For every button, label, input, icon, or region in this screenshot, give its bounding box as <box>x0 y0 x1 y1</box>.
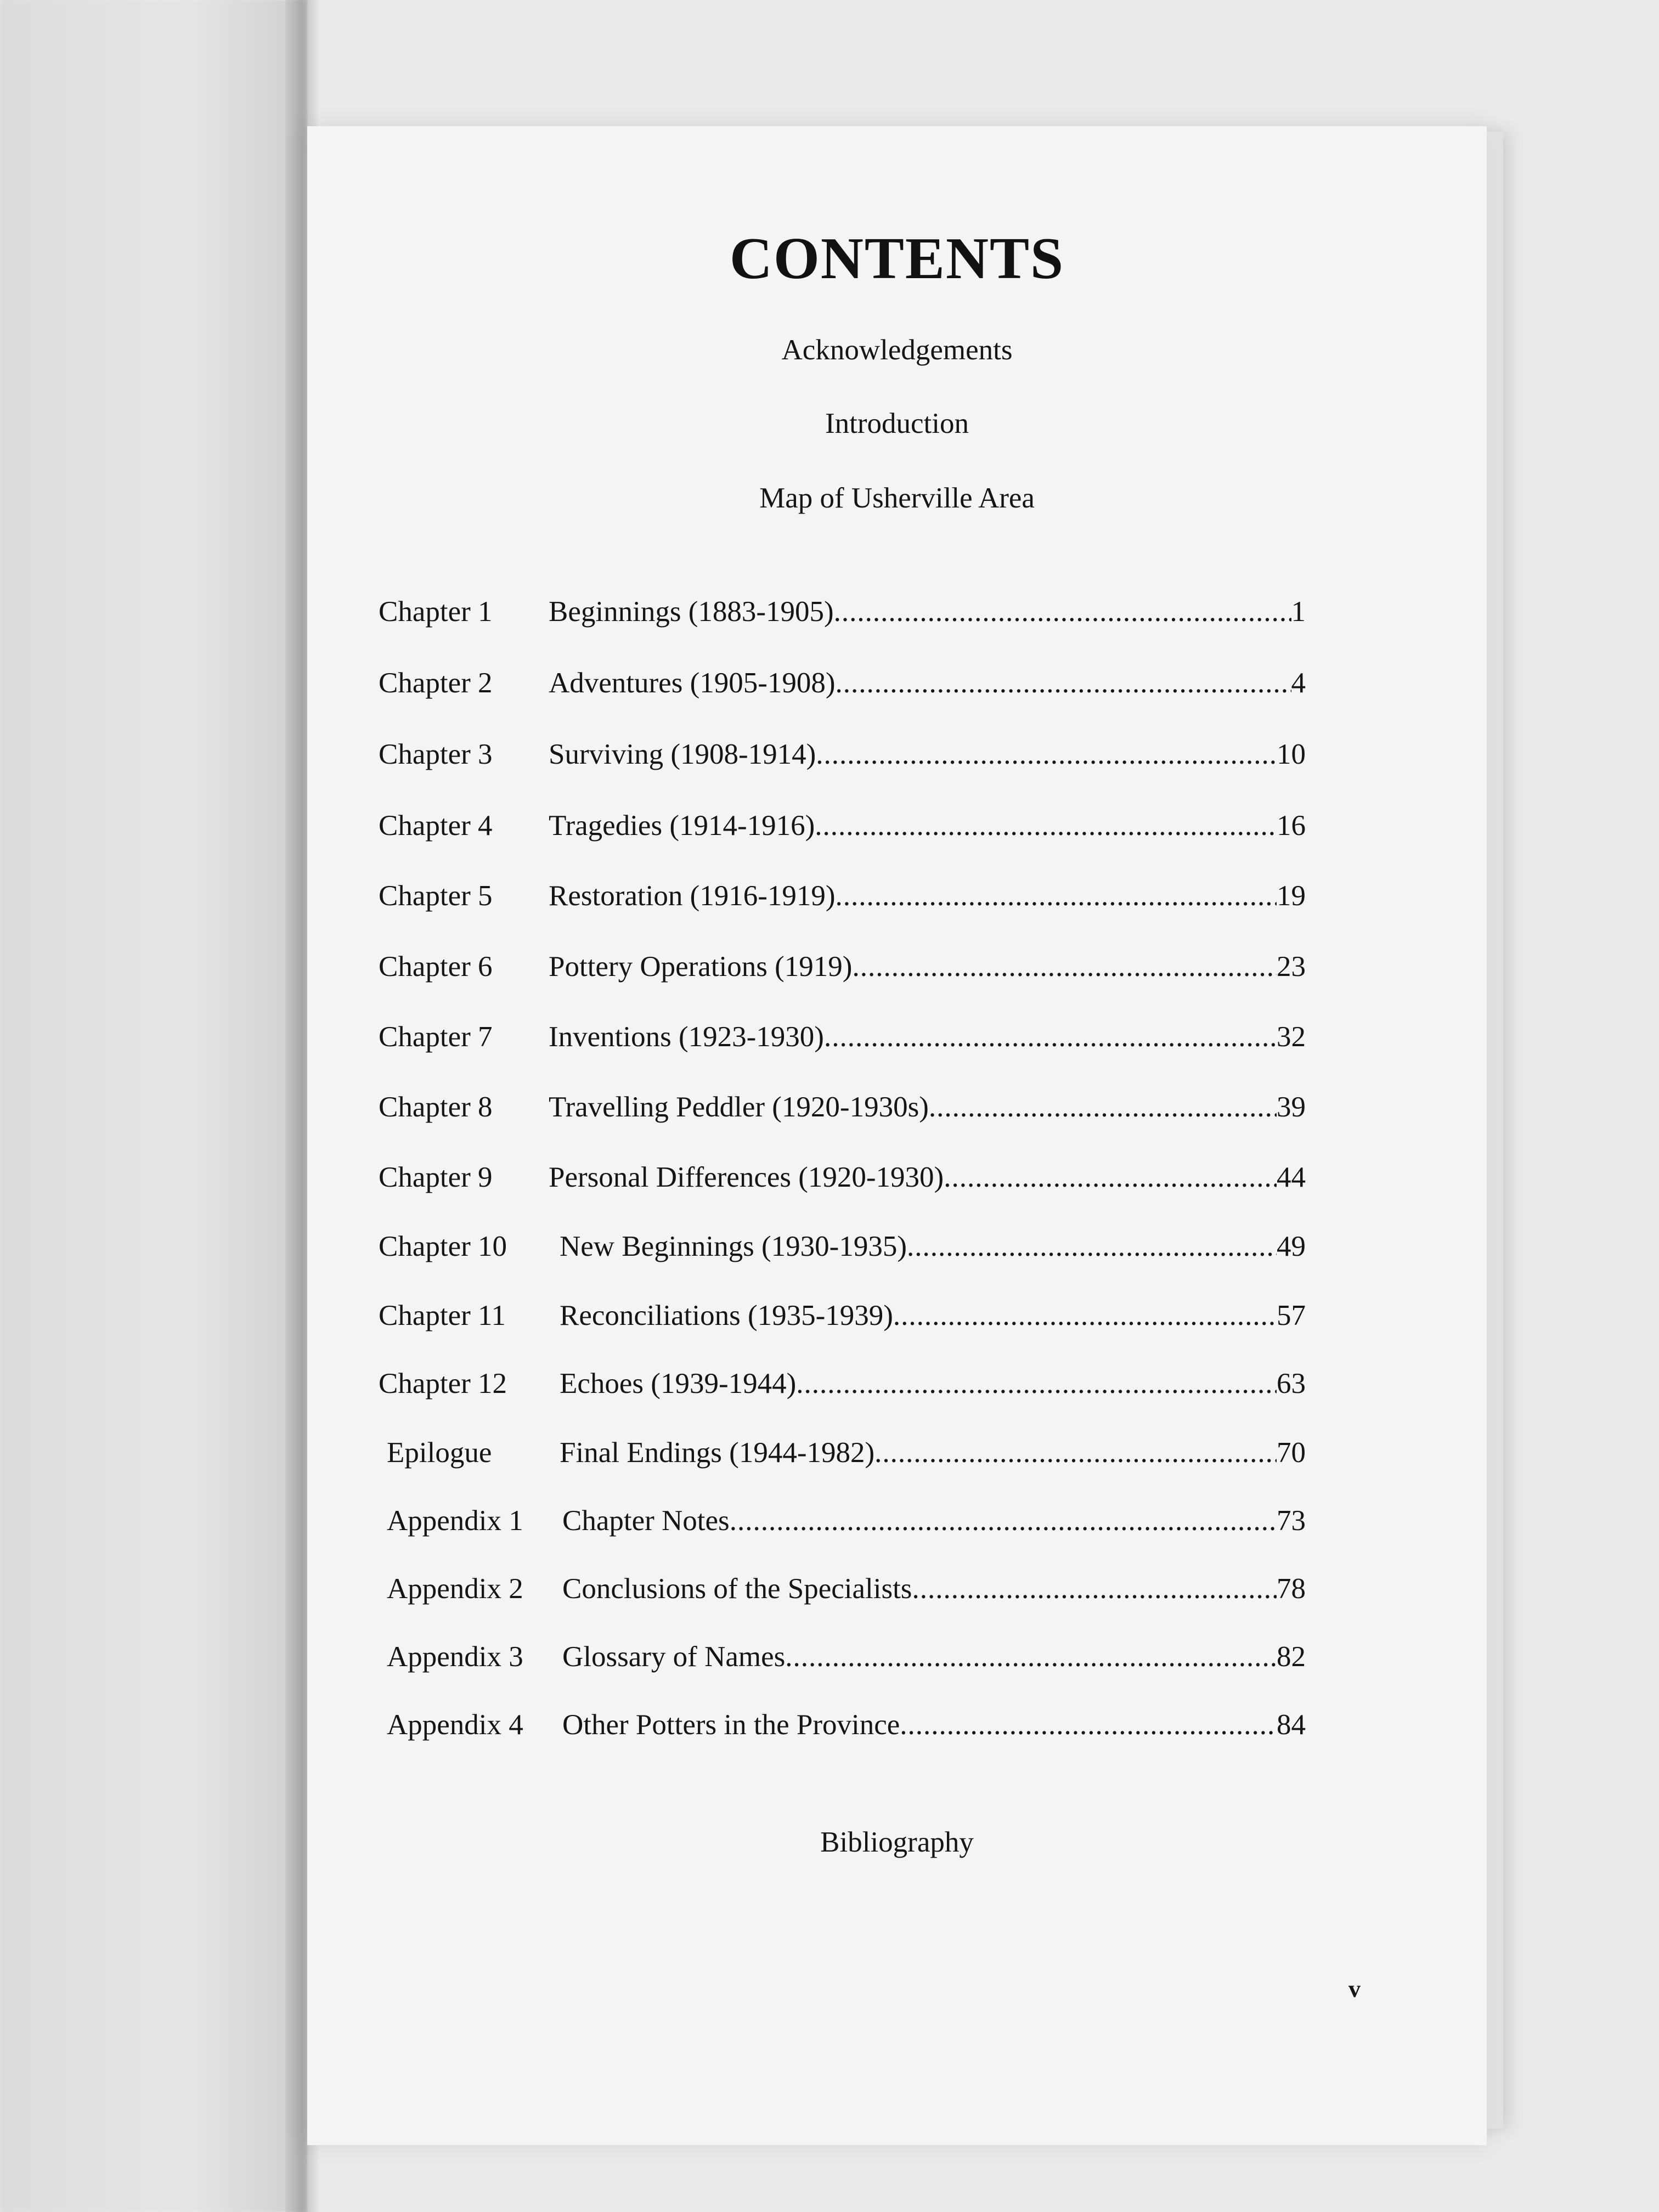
toc-title: Final Endings (1944-1982) <box>560 1437 875 1469</box>
toc-page-number: 63 <box>1277 1368 1306 1400</box>
toc-title: Pottery Operations (1919) <box>549 951 853 983</box>
toc-page-number: 32 <box>1277 1021 1306 1053</box>
toc-entry <box>387 1708 1306 1747</box>
toc-title: Beginnings (1883-1905) <box>549 596 834 628</box>
toc-page-number: 70 <box>1277 1437 1306 1469</box>
toc-bibliography: Bibliography <box>820 1826 974 1858</box>
page-title: CONTENTS <box>729 226 1065 291</box>
dot-leader <box>944 1161 1277 1194</box>
dot-leader <box>834 595 1291 628</box>
toc-title: Travelling Peddler (1920-1930s) <box>549 1091 929 1123</box>
toc-entry <box>379 738 1306 776</box>
toc-label: Chapter 1 <box>379 596 493 628</box>
toc-entry <box>379 1299 1306 1338</box>
toc-label: Chapter 12 <box>379 1368 507 1400</box>
dot-leader <box>816 738 1277 771</box>
toc-page-number: 44 <box>1277 1161 1306 1193</box>
dot-leader <box>824 1020 1277 1053</box>
toc-title: Tragedies (1914-1916) <box>549 810 815 842</box>
toc-label: Appendix 2 <box>387 1573 523 1605</box>
toc-page-number: 78 <box>1277 1573 1306 1605</box>
toc-label: Chapter 9 <box>379 1161 493 1193</box>
toc-label: Appendix 4 <box>387 1709 523 1741</box>
toc-page-number: 19 <box>1277 880 1306 912</box>
toc-page-number: 49 <box>1277 1231 1306 1262</box>
toc-entry <box>379 1367 1306 1406</box>
toc-title: Glossary of Names <box>562 1641 786 1673</box>
toc-label: Chapter 7 <box>379 1021 493 1053</box>
toc-label: Appendix 1 <box>387 1505 523 1537</box>
dot-leader <box>785 1640 1277 1673</box>
toc-label: Epilogue <box>387 1437 492 1469</box>
toc-entry <box>379 1161 1306 1199</box>
dot-leader <box>730 1504 1277 1537</box>
toc-page-number: 1 <box>1291 596 1306 628</box>
toc-label: Chapter 8 <box>379 1091 493 1123</box>
dot-leader <box>836 667 1291 699</box>
toc-entry <box>379 667 1306 705</box>
dot-leader <box>874 1436 1277 1469</box>
dot-leader <box>929 1091 1277 1124</box>
dot-leader <box>852 950 1277 983</box>
toc-title: Echoes (1939-1944) <box>560 1368 797 1400</box>
toc-introduction: Introduction <box>825 408 969 439</box>
toc-label: Chapter 2 <box>379 667 493 699</box>
toc-label: Chapter 10 <box>379 1231 507 1262</box>
toc-entry <box>379 1091 1306 1129</box>
dot-leader <box>907 1230 1277 1263</box>
dot-leader <box>900 1708 1277 1741</box>
toc-page-number: 23 <box>1277 951 1306 983</box>
toc-title: Reconciliations (1935-1939) <box>560 1300 893 1331</box>
contents-page <box>307 126 1487 2145</box>
toc-entry <box>379 879 1306 918</box>
toc-page-number: 10 <box>1277 738 1306 770</box>
toc-page-number: 57 <box>1277 1300 1306 1331</box>
toc-page-number: 73 <box>1277 1505 1306 1537</box>
toc-entry <box>379 950 1306 989</box>
toc-entry <box>379 1020 1306 1059</box>
toc-title: Chapter Notes <box>562 1505 730 1537</box>
dot-leader <box>893 1299 1277 1332</box>
toc-entry <box>379 595 1306 634</box>
toc-page-number: 4 <box>1291 667 1306 699</box>
toc-label: Chapter 5 <box>379 880 493 912</box>
toc-title: Other Potters in the Province <box>562 1709 900 1741</box>
toc-entry <box>387 1504 1306 1543</box>
toc-title: Restoration (1916-1919) <box>549 880 836 912</box>
toc-label: Chapter 11 <box>379 1300 506 1331</box>
toc-page-number: 84 <box>1277 1709 1306 1741</box>
toc-title: Personal Differences (1920-1930) <box>549 1161 944 1193</box>
toc-page-number: 16 <box>1277 810 1306 842</box>
toc-entry <box>387 1640 1306 1679</box>
dot-leader <box>815 809 1277 842</box>
toc-entry <box>387 1436 1306 1475</box>
dot-leader <box>836 879 1277 912</box>
toc-label: Chapter 4 <box>379 810 493 842</box>
toc-title: Conclusions of the Specialists <box>562 1573 912 1605</box>
toc-title: Adventures (1905-1908) <box>549 667 836 699</box>
toc-entry <box>387 1572 1306 1611</box>
toc-entry <box>379 1230 1306 1268</box>
toc-page-number: 82 <box>1277 1641 1306 1673</box>
page-number: v <box>1348 1976 1361 2002</box>
facing-page <box>0 0 307 2212</box>
toc-entry <box>379 809 1306 848</box>
toc-title: Surviving (1908-1914) <box>549 738 816 770</box>
toc-label: Chapter 3 <box>379 738 493 770</box>
toc-label: Chapter 6 <box>379 951 493 983</box>
toc-page-number: 39 <box>1277 1091 1306 1123</box>
toc-title: Inventions (1923-1930) <box>549 1021 824 1053</box>
dot-leader <box>796 1367 1277 1400</box>
toc-acknowledgements: Acknowledgements <box>781 334 1013 366</box>
toc-map: Map of Usherville Area <box>759 482 1035 514</box>
dot-leader <box>912 1572 1277 1605</box>
toc-label: Appendix 3 <box>387 1641 523 1673</box>
toc-title: New Beginnings (1930-1935) <box>560 1231 907 1262</box>
